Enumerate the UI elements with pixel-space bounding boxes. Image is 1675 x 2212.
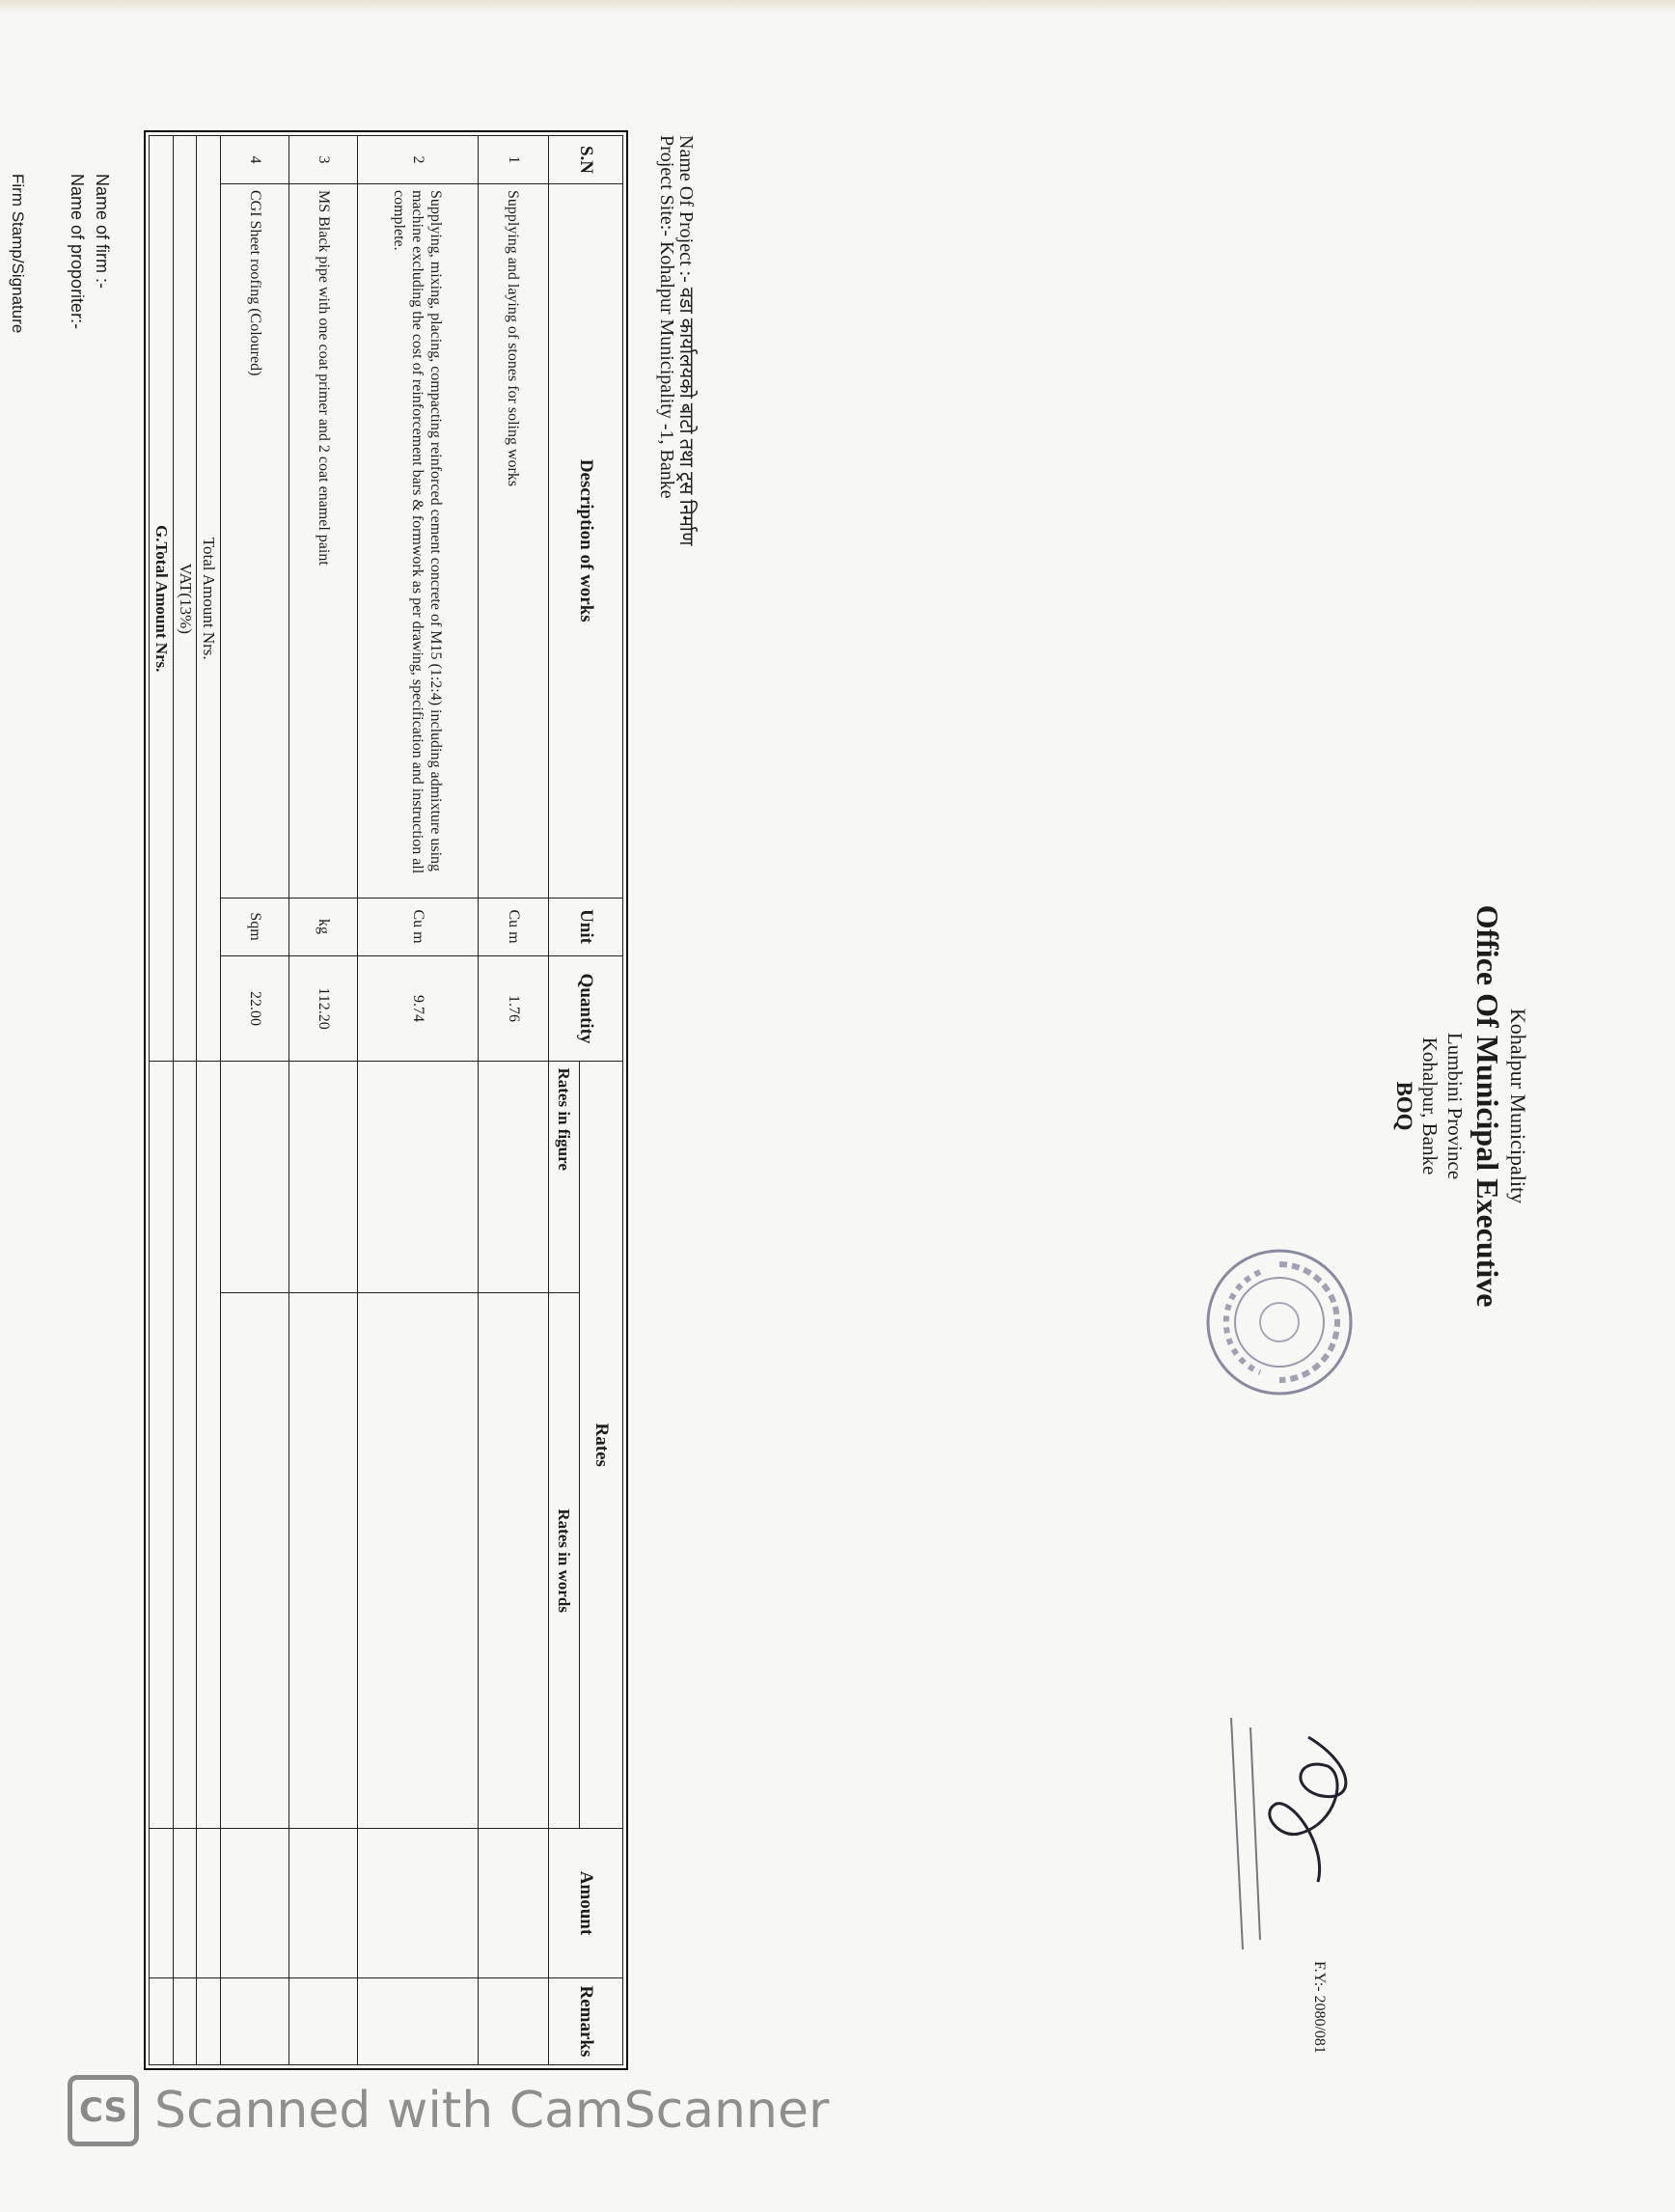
header-quantity: Quantity [548,955,622,1062]
grand-total-row [150,136,174,2065]
row-unit: Cu m [478,898,548,955]
official-stamp-icon [1202,1245,1357,1399]
row-quantity: 1.76 [478,955,548,1062]
header-sn: S.N [548,136,622,184]
firm-stamp-label: Firm Stamp/Signature [9,174,27,334]
project-name: Name Of Project :- वडा कार्यालयको बाटो तथा ट्रस निर्माण [675,135,697,546]
header-remarks: Remarks [548,1977,622,2064]
total-amount-row [197,136,221,2065]
header-unit: Unit [548,898,622,955]
header-rates: Rates [579,1062,622,1829]
header-description: Description of works [548,183,622,898]
project-site: Project Site:- Kohalpur Municipality -1, Banke [656,135,677,499]
fiscal-year: F.Y:- 2080/081 [1311,1961,1328,2054]
table-row [478,136,548,2065]
row-quantity: 22.00 [221,955,289,1062]
office-title: Office Of Municipal Executive [1470,904,1505,1308]
row-description: Supplying and laying of stones for soling works [478,183,548,898]
header-amount: Amount [548,1828,622,1977]
header-rates-in-words: Rates in words [548,1293,579,1829]
row-unit: Sqm [221,898,289,955]
vat-row [173,136,197,2065]
camscanner-watermark [68,2075,829,2146]
proprietor-label: Name of proporiter:- [68,174,87,330]
place-name: Kohalpur, Banke [1418,1037,1442,1175]
header-rates-in-figure: Rates in figure [548,1062,579,1293]
row-sn: 2 [358,136,479,184]
row-quantity: 112.20 [289,955,358,1062]
table-row [221,136,289,2065]
table-row [289,136,358,2065]
firm-name-label: Name of firm :- [93,174,112,290]
row-sn: 1 [478,136,548,184]
row-sn: 4 [221,136,289,184]
boq-table [149,135,623,2065]
province-name: Lumbini Province [1443,1032,1467,1180]
row-quantity: 9.74 [358,955,479,1062]
watermark-text: Scanned with CamScanner [154,2082,830,2140]
total-amount-label: Total Amount Nrs. [197,136,221,1062]
row-description: MS Black pipe with one coat primer and 2 coat enamel paint [289,183,358,898]
row-description: Supplying, mixing, placing, compacting reinforced cement concrete of M15 (1:2:4) including admixture using machine excluding the cost of reinforcement bars & formwork as per drawing, specification and instruction all complete. [358,183,479,898]
row-description: CGI Sheet roofing (Coloured) [221,183,289,898]
table-row [358,136,479,2065]
doc-type: BOQ [1392,1081,1416,1131]
grand-total-label: G.Total Amount Nrs. [150,136,174,1062]
row-unit: Cu m [358,898,479,955]
signature-icon [1173,1699,1366,1988]
row-sn: 3 [289,136,358,184]
row-unit: kg [289,898,358,955]
camscanner-logo-icon: CS [68,2075,139,2146]
vat-label: VAT(13%) [173,136,197,1062]
municipality-name: Kohalpur Municipality [1506,1008,1530,1204]
